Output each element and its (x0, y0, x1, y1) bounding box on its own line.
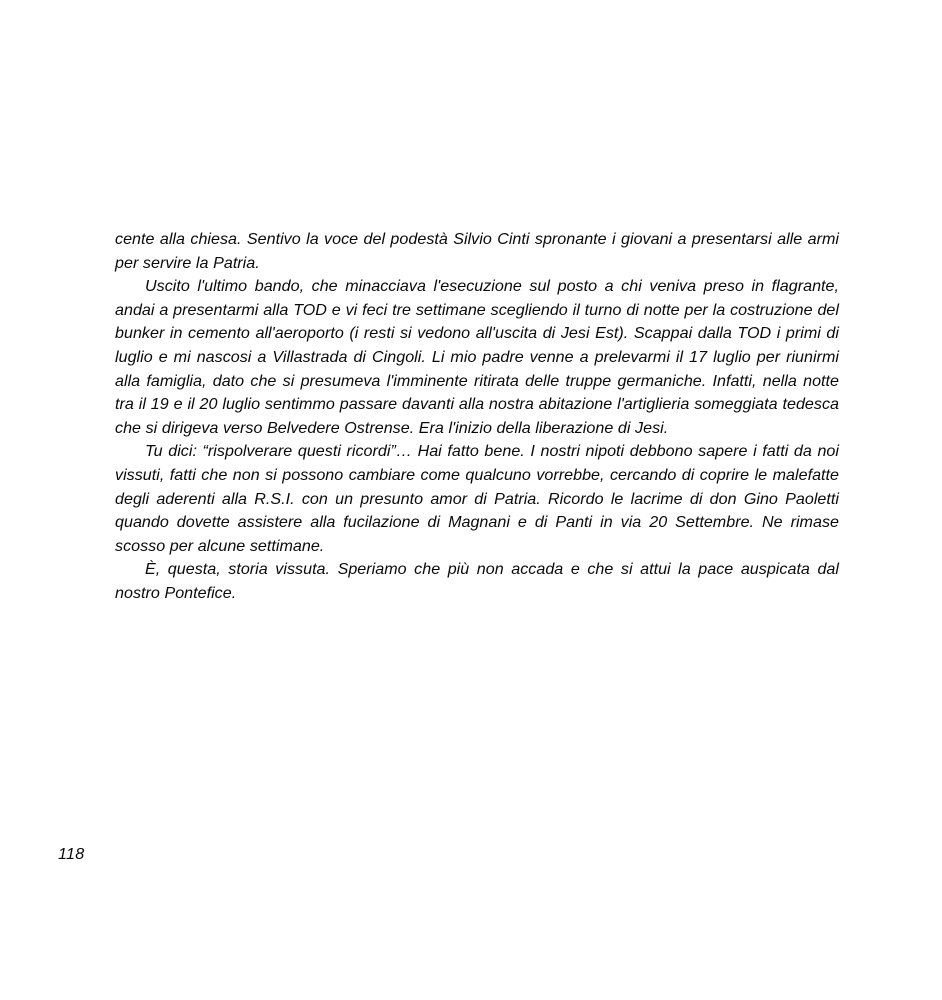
body-paragraph-3: Tu dici: “rispolverare questi ricordi”… Hai fatto bene. I nostri nipoti debbono sapere i fatti da noi vissuti, fatti che non si possono cambiare come qualcuno vorrebbe, cercando di coprire le malefatte degli aderenti alla R.S.I. con un presunto amor di Patria. Ricordo le lacrime di don Gino Paoletti quando dovette assistere alla fucilazione di Magnani e di Panti in via 20 Settembre. Ne rimase scosso per alcune settimane. (115, 442, 839, 555)
page-body-text (115, 228, 839, 606)
body-paragraph-1: cente alla chiesa. Sentivo la voce del podestà Silvio Cinti spronante i giovani a presentarsi alle armi per servire la Patria. (115, 230, 839, 272)
page-number: 118 (58, 845, 85, 863)
body-paragraph-4: È, questa, storia vissuta. Speriamo che più non accada e che si attui la pace auspicata dal nostro Pontefice. (115, 560, 839, 602)
body-paragraph-2: Uscito l'ultimo bando, che minacciava l'esecuzione sul posto a chi veniva preso in flagrante, andai a presentarmi alla TOD e vi feci tre settimane scegliendo il turno di notte per la costruzione del bunker in cemento all'aeroporto (i resti si vedono all'uscita di Jesi Est). Scappai dalla TOD i primi di luglio e mi nascosi a Villastrada di Cingoli. Li mio padre venne a prelevarmi il 17 luglio per riunirmi alla famiglia, dato che si presumeva l'imminente ritirata delle truppe germaniche. Infatti, nella notte tra il 19 e il 20 luglio sentimmo passare davanti alla nostra abitazione l'artiglieria someggiata tedesca che si dirigeva verso Belvedere Ostrense. Era l'inizio della liberazione di Jesi. (115, 277, 839, 437)
